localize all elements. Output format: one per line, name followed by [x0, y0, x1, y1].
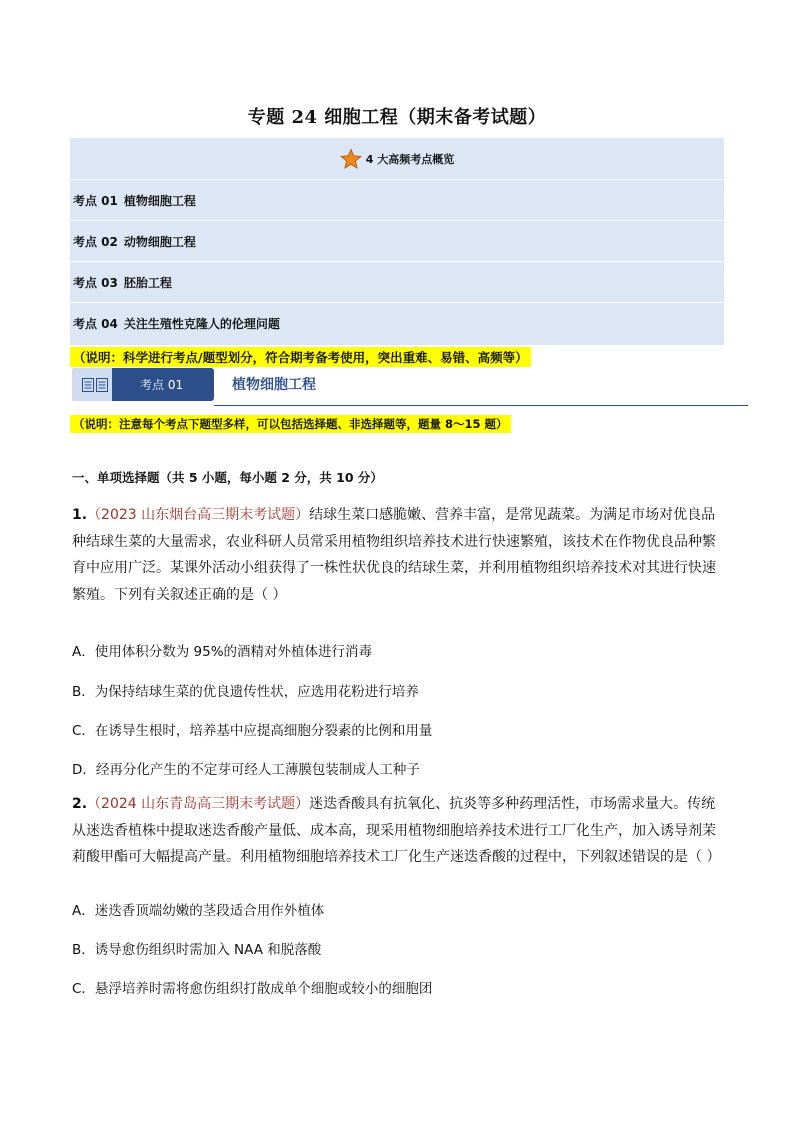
question-option: D．经再分化产生的不定芽可经人工薄膜包装制成人工种子: [72, 762, 420, 778]
overview-item: [70, 221, 724, 262]
question-option: A．使用体积分数为 95%的酒精对外植体进行消毒: [72, 644, 373, 660]
overview-header: [70, 138, 724, 180]
overview-item-code: 考点 03: [73, 275, 118, 290]
overview-item-name: 植物细胞工程: [123, 193, 196, 208]
question-stem: [72, 791, 724, 871]
question-option: C．悬浮培养时需将愈伤组织打散成单个细胞或较小的细胞团: [72, 981, 433, 997]
question-number: 1.: [72, 507, 88, 523]
question-stem: [72, 502, 724, 608]
question-source: （2023 山东烟台高三期末考试题）: [87, 507, 310, 523]
overview-item-name: 关注生殖性克隆人的伦理问题: [123, 317, 280, 331]
overview-item: [70, 262, 724, 303]
question-option: A．迷迭香顶端幼嫩的茎段适合用作外植体: [72, 903, 325, 919]
overview-header-text: 4 大高频考点概览: [365, 152, 455, 166]
overview-item: [70, 303, 724, 344]
question-text: 结球生菜口感脆嫩、营养丰富，是常见蔬菜。为满足市场对优良品种结球生菜的大量需求，农业科研人员常采用植物组织培养技术进行快速繁殖，该技术在作物优良品种繁育中应用广泛。某课外活动小组获得了一株性状优良的结球生菜，并利用植物组织培养技术对其进行快速繁殖。下列有关叙述正确的是（ ）: [72, 507, 716, 603]
overview-item-code: 考点 04: [73, 317, 118, 331]
question-source: （2024 山东青岛高三期末考试题）: [87, 796, 310, 812]
overview-box: [70, 138, 724, 345]
section-title: 植物细胞工程: [232, 377, 316, 393]
question-text: 迷迭香酸具有抗氧化、抗炎等多种药理活性，市场需求量大。传统从迷迭香植株中提取迷迭香酸产量低、成本高，现采用植物细胞培养技术进行工厂化生产，加入诱导剂茉莉酸甲酯可大幅提高产量。利用植物细胞培养技术工厂化生产迷迭香酸的过程中，下列叙述错误的是（ ）: [72, 796, 721, 865]
question-number: 2.: [72, 796, 88, 812]
book-icon: [82, 378, 108, 392]
section-divider: [214, 405, 748, 406]
note-highlight: （说明：科学进行考点/题型划分，符合期考备考使用，突出重难、易错、高频等）: [70, 347, 531, 367]
section-tag-label: 考点 01: [140, 378, 184, 392]
section-tag: [72, 368, 214, 401]
question-option: C．在诱导生根时，培养基中应提高细胞分裂素的比例和用量: [72, 723, 433, 739]
page-title: 专题 24 细胞工程（期末备考试题）: [247, 107, 547, 128]
question-option: B．诱导愈伤组织时需加入 NAA 和脱落酸: [72, 942, 322, 958]
part-heading: 一、单项选择题（共 5 小题，每小题 2 分，共 10 分）: [72, 470, 383, 485]
overview-item-code: 考点 02: [73, 234, 118, 249]
overview-item-code: 考点 01: [73, 193, 118, 208]
question-option: B．为保持结球生菜的优良遗传性状，应选用花粉进行培养: [72, 684, 419, 700]
star-icon: [340, 148, 362, 170]
overview-item-name: 动物细胞工程: [123, 234, 196, 249]
overview-item-name: 胚胎工程: [123, 275, 172, 290]
overview-item: [70, 180, 724, 221]
note-highlight: （说明：注意每个考点下题型多样，可以包括选择题、非选择题等，题量 8～15 题）: [70, 415, 511, 433]
